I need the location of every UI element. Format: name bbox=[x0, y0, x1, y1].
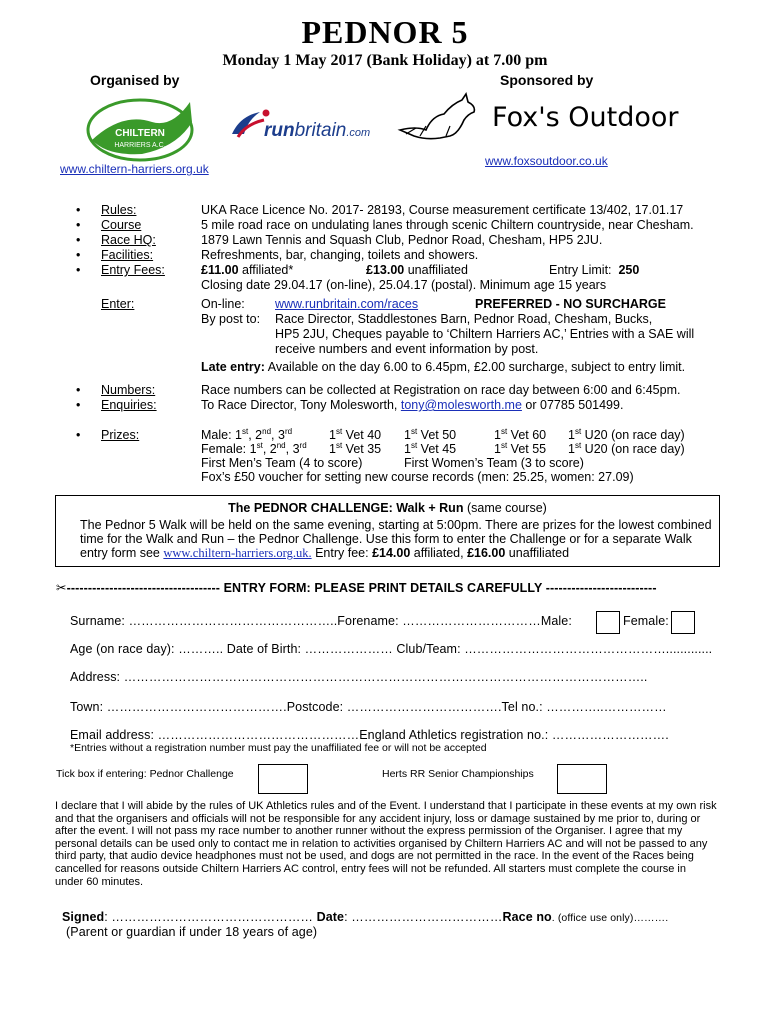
challenge-line2: time for the Walk and Run – the Pednor Challenge. Use this form to enter the Challenge or for a separate Walk bbox=[80, 532, 692, 546]
numbers-text: Race numbers can be collected at Registration on race day between 6:00 and 6:45pm. bbox=[201, 383, 681, 397]
first-womens-team: First Women’s Team (3 to score) bbox=[404, 456, 584, 470]
challenge-fee-label: Entry fee: bbox=[315, 546, 369, 560]
post-line3: receive numbers and event information by post. bbox=[275, 342, 539, 356]
svg-text:Fox's Outdoor: Fox's Outdoor bbox=[492, 102, 679, 133]
challenge-line3-pre: entry form see bbox=[80, 546, 160, 560]
prizes-label: Prizes: bbox=[101, 428, 140, 442]
chiltern-harriers-url[interactable]: www.chiltern-harriers.org.uk bbox=[60, 162, 209, 176]
address-field[interactable]: Address: …………………………………………………………………………………………………………….. bbox=[70, 670, 648, 684]
herts-rr-label: Herts RR Senior Championships bbox=[382, 768, 534, 780]
enquiries-text: To Race Director, Tony Molesworth, bbox=[201, 398, 398, 412]
challenge-fee-unaffiliated: £16.00 bbox=[467, 546, 506, 560]
date-label: Date bbox=[316, 910, 345, 924]
fee-affiliated-suffix: affiliated* bbox=[242, 263, 294, 277]
contact-labels bbox=[101, 383, 157, 413]
age-dob-club-field[interactable]: Age (on race day): ……….. Date of Birth: ………………… Club/Team: …………………………………………............. bbox=[70, 642, 713, 656]
race-no-label: Race no bbox=[502, 910, 552, 924]
email-ea-field[interactable]: Email address: …………………………………………England Athletics registration no.: ………………………. bbox=[70, 728, 669, 742]
signed-dots: : ………………………………………… bbox=[104, 910, 314, 924]
prize-vet35: 1st Vet 35 bbox=[329, 440, 382, 456]
svg-text:CHILTERN: CHILTERN bbox=[115, 128, 165, 139]
runbritain-races-link[interactable]: www.runbritain.com/races bbox=[275, 297, 419, 311]
prizes-block bbox=[201, 428, 721, 488]
facilities-text: Refreshments, bar, changing, toilets and showers. bbox=[201, 248, 479, 262]
pednor-challenge-box bbox=[55, 495, 720, 567]
entry-limit-label: Entry Limit: bbox=[549, 263, 612, 277]
challenge-fee-affiliated-suffix: affiliated, bbox=[413, 546, 464, 560]
enquiries-phone: or 07785 501499. bbox=[525, 398, 624, 412]
enter-block bbox=[201, 297, 721, 357]
entry-form-cut-line: ✂------------------------------------ ENTRY FORM: PLEASE PRINT DETAILS CAREFULLY -------------------------- bbox=[56, 581, 657, 595]
bullet-list-2: • • bbox=[76, 383, 81, 412]
guardian-note: (Parent or guardian if under 18 years of age) bbox=[66, 925, 318, 939]
challenge-line1: The Pednor 5 Walk will be held on the same evening, starting at 5:00pm. There are prizes for the lowest combined bbox=[80, 518, 712, 532]
prize-vet55: 1st Vet 55 bbox=[494, 440, 547, 456]
enquiries-email-link[interactable]: tony@molesworth.me bbox=[400, 398, 522, 412]
date-dots: : ……………………………… bbox=[344, 910, 503, 924]
chiltern-harriers-logo bbox=[82, 92, 202, 162]
svg-text:HARRIERS A.C.: HARRIERS A.C. bbox=[114, 142, 166, 149]
prize-male: Male: 1st, 2nd, 3rd bbox=[201, 426, 293, 442]
course-label: Course bbox=[101, 218, 142, 232]
prize-vet50: 1st Vet 50 bbox=[404, 426, 457, 442]
prize-vet40: 1st Vet 40 bbox=[329, 426, 382, 442]
prize-vet60: 1st Vet 60 bbox=[494, 426, 547, 442]
registration-footnote: *Entries without a registration number must pay the unaffiliated fee or will not be accepted bbox=[70, 742, 487, 754]
bullet-list: • • • • • bbox=[76, 203, 81, 277]
rules-label: Rules: bbox=[101, 203, 137, 217]
info-values bbox=[201, 203, 721, 293]
foxs-outdoor-url[interactable]: www.foxsoutdoor.co.uk bbox=[485, 154, 608, 168]
post-line1: Race Director, Staddlestones Barn, Pednor Road, Chesham, Bucks, bbox=[275, 312, 653, 326]
numbers-label: Numbers: bbox=[101, 383, 156, 397]
prize-vet45: 1st Vet 45 bbox=[404, 440, 457, 456]
race-no-note: . (office use only)………. bbox=[551, 912, 669, 924]
svg-text:runbritain.com: runbritain.com bbox=[264, 120, 371, 141]
post-label: By post to: bbox=[201, 312, 261, 326]
enquiries-label: Enquiries: bbox=[101, 398, 157, 412]
challenge-walk-url[interactable]: www.chiltern-harriers.org.uk. bbox=[163, 546, 312, 560]
challenge-heading: The PEDNOR CHALLENGE: Walk + Run bbox=[228, 501, 464, 515]
female-label: Female: bbox=[623, 614, 669, 628]
herts-rr-checkbox[interactable] bbox=[557, 764, 607, 794]
late-entry-text: Available on the day 6.00 to 6.45pm, £2.00 surcharge, subject to entry limit. bbox=[267, 360, 686, 374]
fee-affiliated: £11.00 bbox=[201, 263, 239, 277]
pednor-challenge-checkbox[interactable] bbox=[258, 764, 308, 794]
challenge-heading-note: (same course) bbox=[466, 501, 547, 515]
runbritain-logo bbox=[226, 104, 391, 144]
declaration-text: I declare that I will abide by the rules of UK Athletics rules and of the Event. I understand that I participate in these events at my own risk and that the organisers and officials will not be responsible for any accident injury, loss or damage sustained by me prior to, during or after the event. I will not pass my race number to another runner without the express permission of the Organiser. I agree that my personal details can be used only to contact me in relation to activities organised by Chiltern Harriers AC and will not be passed to any third party, that audio device headphones must not be used, and dogs are not permitted in the race. In the event of the Races being cancelled for reasons outside Chiltern Harriers AC control, entry fees will not be refunded. All starters must complete the course in under 60 minutes. bbox=[55, 800, 717, 888]
race-hq-label: Race HQ: bbox=[101, 233, 156, 247]
scissors-icon: ✂ bbox=[56, 581, 67, 595]
bullet-prizes: • bbox=[76, 428, 81, 442]
late-entry-label: Late entry: bbox=[201, 360, 265, 374]
fee-unaffiliated: £13.00 bbox=[366, 263, 405, 277]
challenge-fee-unaffiliated-suffix: unaffiliated bbox=[508, 546, 570, 560]
first-mens-team: First Men’s Team (4 to score) bbox=[201, 456, 363, 470]
info-labels bbox=[101, 203, 165, 278]
record-voucher: Fox’s £50 voucher for setting new course records (men: 25.25, women: 27.09) bbox=[201, 470, 634, 484]
fees-line bbox=[201, 263, 721, 278]
male-checkbox[interactable] bbox=[596, 611, 620, 634]
preferred-note: PREFERRED - NO SURCHARGE bbox=[475, 297, 666, 311]
page-title: PEDNOR 5 bbox=[301, 14, 469, 50]
entry-fees-label: Entry Fees: bbox=[101, 263, 165, 277]
online-label: On-line: bbox=[201, 297, 245, 311]
pednor-challenge-label: Tick box if entering: Pednor Challenge bbox=[56, 768, 234, 780]
event-date: Monday 1 May 2017 (Bank Holiday) at 7.00 pm bbox=[222, 52, 548, 69]
prize-female: Female: 1st, 2nd, 3rd bbox=[201, 440, 307, 456]
prize-u20-male: 1st U20 (on race day) bbox=[568, 426, 685, 442]
race-hq-text: 1879 Lawn Tennis and Squash Club, Pednor Road, Chesham, HP5 2JU. bbox=[201, 233, 603, 247]
closing-text: Closing date 29.04.17 (on-line), 25.04.17 (postal). Minimum age 15 years bbox=[201, 278, 607, 292]
signature-line[interactable] bbox=[62, 910, 668, 924]
entry-limit: 250 bbox=[618, 263, 640, 277]
late-entry-line bbox=[201, 360, 685, 375]
prize-u20-female: 1st U20 (on race day) bbox=[568, 440, 685, 456]
sponsored-by-label: Sponsored by bbox=[500, 72, 594, 88]
town-postcode-tel-field[interactable]: Town: …………………………………….Postcode: ……………………………….Tel no.: …………..…………… bbox=[70, 700, 667, 714]
foxs-outdoor-logo bbox=[396, 90, 706, 145]
challenge-fee-affiliated: £14.00 bbox=[372, 546, 411, 560]
surname-forename-field[interactable]: Surname: …………………………………………..Forename: ……………………………Male: bbox=[70, 614, 572, 628]
enter-label: Enter: bbox=[101, 297, 135, 311]
course-text: 5 mile road race on undulating lanes through scenic Chiltern countryside, near Chesham. bbox=[201, 218, 694, 232]
contact-values bbox=[201, 383, 721, 413]
rules-text: UKA Race Licence No. 2017- 28193, Course measurement certificate 13/402, 17.01.17 bbox=[201, 203, 684, 217]
post-line2: HP5 2JU, Cheques payable to ‘Chiltern Harriers AC,’ Entries with a SAE will bbox=[275, 327, 695, 341]
signed-label: Signed bbox=[62, 910, 105, 924]
fee-unaffiliated-suffix: unaffiliated bbox=[407, 263, 468, 277]
facilities-label: Facilities: bbox=[101, 248, 154, 262]
female-checkbox[interactable] bbox=[671, 611, 695, 634]
organised-by-label: Organised by bbox=[90, 72, 180, 88]
